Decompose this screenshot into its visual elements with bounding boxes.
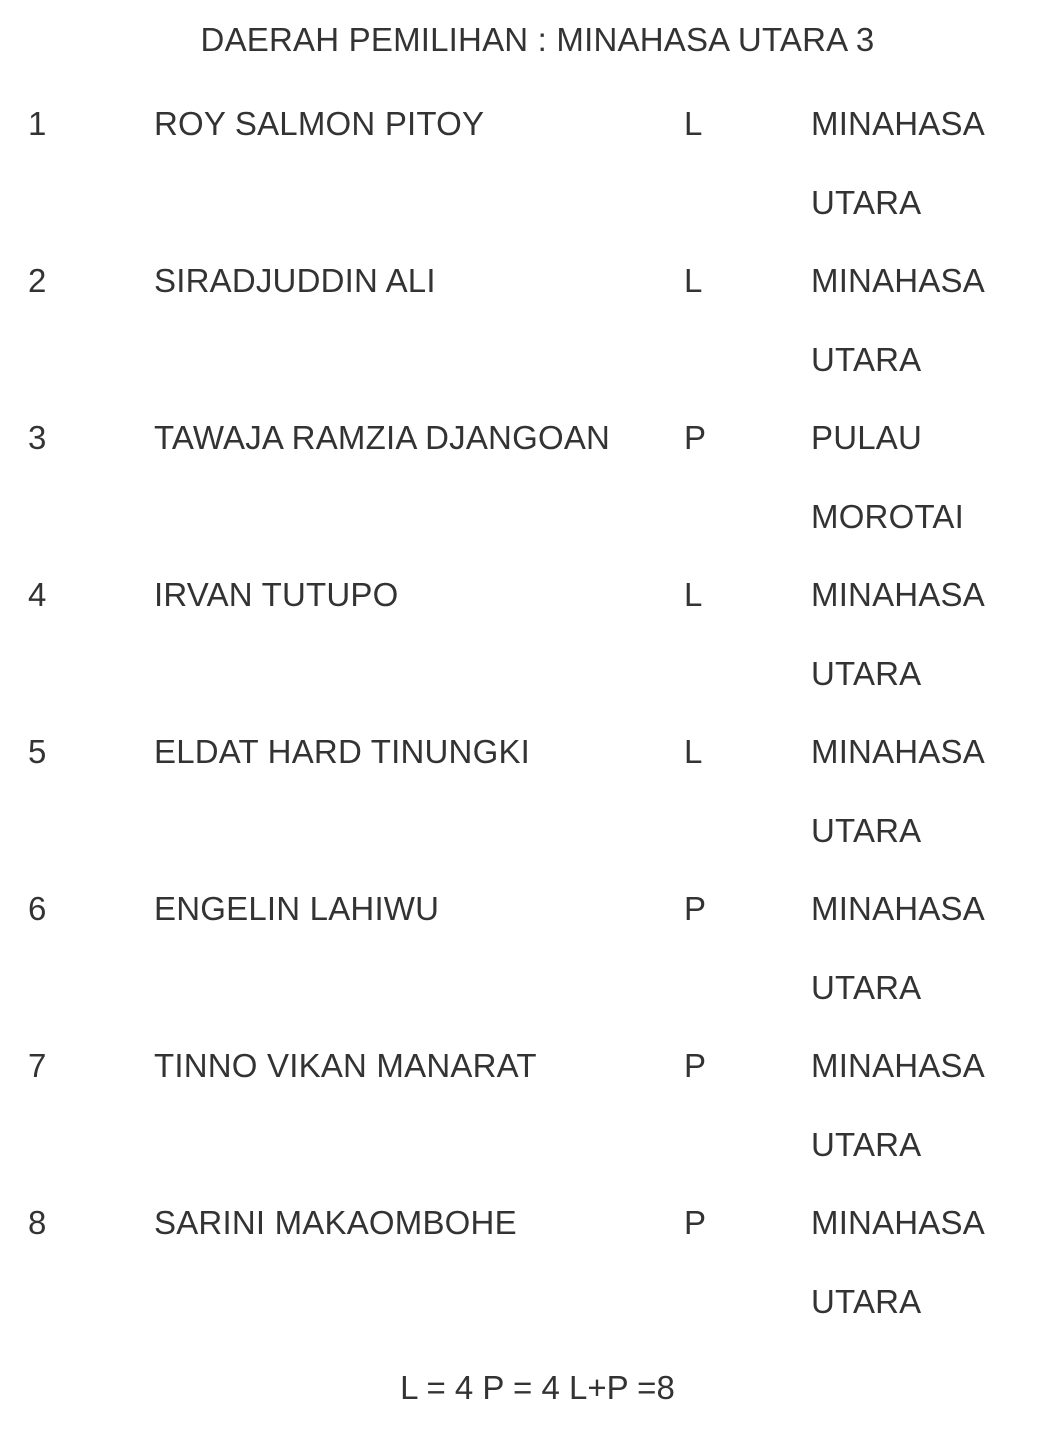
- candidate-number: 8: [28, 1204, 47, 1241]
- candidate-number: 7: [28, 1047, 47, 1084]
- candidate-name: ROY SALMON PITOY: [154, 105, 485, 142]
- list-item: [0, 887, 1040, 1044]
- candidate-sex: L: [684, 262, 703, 299]
- candidate-name: IRVAN TUTUPO: [154, 576, 399, 613]
- list-item: [0, 416, 1040, 573]
- candidate-name: ENGELIN LAHIWU: [154, 890, 440, 927]
- candidate-number: 5: [28, 733, 47, 770]
- gender-summary: L = 4 P = 4 L+P =8: [400, 1369, 675, 1406]
- candidate-area-line1: MINAHASA: [811, 262, 985, 299]
- candidate-name: SARINI MAKAOMBOHE: [154, 1204, 517, 1241]
- candidate-area-line1: MINAHASA: [811, 576, 985, 613]
- candidate-name: TINNO VIKAN MANARAT: [154, 1047, 537, 1084]
- candidate-sex: P: [684, 419, 707, 456]
- page-title: DAERAH PEMILIHAN : MINAHASA UTARA 3: [200, 21, 875, 58]
- candidate-area-line1: MINAHASA: [811, 1204, 985, 1241]
- candidate-sex: P: [684, 890, 707, 927]
- candidate-area-line2: UTARA: [811, 341, 922, 378]
- candidate-sex: P: [684, 1204, 707, 1241]
- candidate-area-line2: UTARA: [811, 655, 922, 692]
- candidate-area-line1: MINAHASA: [811, 105, 985, 142]
- candidate-sex: L: [684, 733, 703, 770]
- list-item: [0, 259, 1040, 416]
- candidate-number: 6: [28, 890, 47, 927]
- list-item: [0, 1044, 1040, 1201]
- candidate-area-line1: MINAHASA: [811, 1047, 985, 1084]
- candidate-number: 3: [28, 419, 47, 456]
- candidate-name: TAWAJA RAMZIA DJANGOAN: [154, 419, 611, 456]
- candidate-sex: L: [684, 576, 703, 613]
- candidate-number: 1: [28, 105, 47, 142]
- candidate-sex: P: [684, 1047, 707, 1084]
- candidate-name: ELDAT HARD TINUNGKI: [154, 733, 531, 770]
- candidate-area-line1: MINAHASA: [811, 733, 985, 770]
- list-item: [0, 573, 1040, 730]
- candidate-name: SIRADJUDDIN ALI: [154, 262, 436, 299]
- candidate-area-line1: MINAHASA: [811, 890, 985, 927]
- candidate-area-line2: MOROTAI: [811, 498, 964, 535]
- candidate-area-line2: UTARA: [811, 969, 922, 1006]
- list-item: [0, 102, 1040, 259]
- list-item: [0, 1201, 1040, 1358]
- candidate-number: 2: [28, 262, 47, 299]
- candidate-area-line2: UTARA: [811, 812, 922, 849]
- candidate-area-line2: UTARA: [811, 1283, 922, 1320]
- candidate-area-line2: UTARA: [811, 184, 922, 221]
- candidate-area-line2: UTARA: [811, 1126, 922, 1163]
- list-item: [0, 730, 1040, 887]
- candidate-number: 4: [28, 576, 47, 613]
- candidate-area-line1: PULAU: [811, 419, 923, 456]
- candidate-sex: L: [684, 105, 703, 142]
